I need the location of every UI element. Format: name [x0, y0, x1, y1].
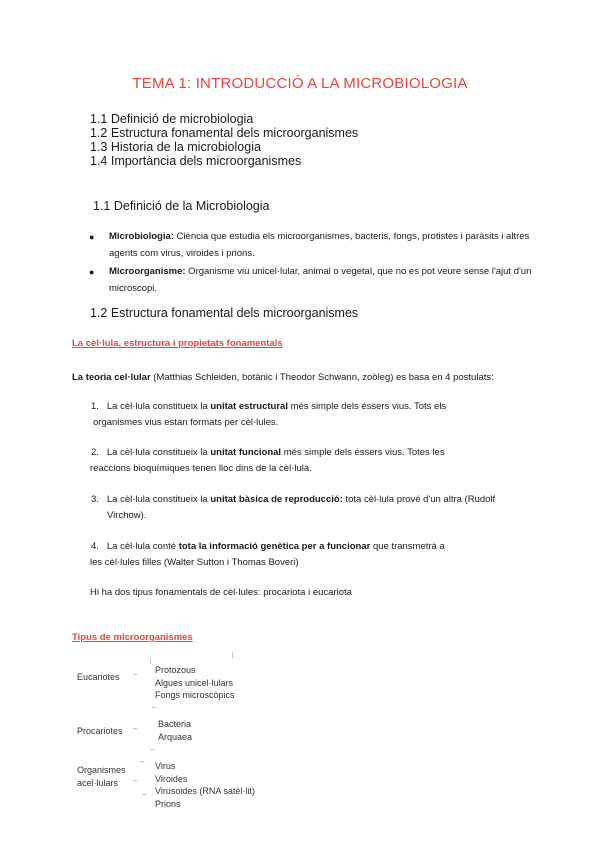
postulate-4: 4. La cèl·lula conté tota la informació genètica per a funcionar que transmetrà a les cèl·lules filles (Walter Sutton i Thomas Boveri) — [90, 541, 445, 568]
list-item: Algues unicel·lulars — [155, 677, 234, 688]
group-items-acellular — [155, 760, 255, 810]
list-item: Protozous — [155, 665, 196, 675]
group-label-acellular: Organismes acel·lulars — [77, 765, 126, 788]
arrow-icon: – — [140, 757, 145, 766]
group-label-prokaryotes: Procariotes — [77, 726, 123, 736]
divider — [232, 652, 233, 658]
section-heading-definition: 1.1 Definició de la Microbiologia — [93, 199, 270, 213]
postulate-3: 3. La cèl·lula constitueix la unitat bàsica de reproducció: tota cèl·lula prové d'un altra (Rudolf Virchow). — [91, 494, 496, 521]
postulate-2: 2. La cèl·lula constitueix la unitat funcional més simple dels éssers vius. Totes les reaccions bioquímiques tenen lloc dins de la cèl·lula. — [90, 447, 445, 474]
page-title: TEMA 1: INTRODUCCIÓ A LA MICROBIOLOGIA — [132, 75, 468, 92]
group-items-eukaryotes — [155, 664, 235, 702]
bullet-icon: ● — [89, 232, 95, 242]
list-item: Bacteria — [158, 719, 192, 729]
subheading-cell: La cèl·lula, estructura i propietats fonamentals — [72, 338, 283, 349]
arrow-icon: – — [152, 703, 157, 712]
list-item: Virus — [155, 761, 176, 771]
intro-bold: La teoria cel·lular — [72, 372, 151, 383]
group-label-eukaryotes: Eucariotes — [77, 672, 120, 682]
arrow-icon: – — [133, 724, 138, 733]
toc-item: 1.1 Definició de microbiologia — [90, 112, 254, 126]
list-item: Virusoides (RNA satèl·lit) — [155, 786, 255, 796]
term: Microbiologia: — [109, 231, 174, 242]
intro-rest: (Matthias Schleiden, botànic i Theodor Schwann, zoòleg) es basa en 4 postulats: — [150, 372, 494, 383]
term: Microorganisme: — [109, 266, 186, 277]
definition: Organisme viu unicel·lular, animal o vegetal, que no es pot veure sense l'ajut d'un microscopi. — [109, 266, 532, 294]
arrow-icon: – — [142, 790, 147, 799]
toc-item: 1.4 Importància dels microorganismes — [90, 154, 302, 168]
list-item: Arquaea — [158, 731, 193, 742]
list-item — [80, 264, 540, 297]
definition: Ciència que estudia els microorganismes, bacteris, fongs, protistes i paràsits i altres agents com virus, viroides i prions. — [109, 231, 530, 259]
toc-item: 1.3 Historia de la microbiologia — [90, 140, 261, 154]
arrow-icon: – — [133, 670, 138, 679]
section-heading-structure: 1.2 Estructura fonamental dels microorganismes — [90, 306, 359, 320]
list-item: Fongs microscòpics — [155, 690, 235, 700]
list-item: Prions — [155, 798, 181, 809]
postulate-1: 1. La cèl·lula constitueix la unitat estructural més simple dels éssers vius. Tots els organismes vius estan formats per cèl·lules. — [91, 401, 447, 428]
toc-item: 1.2 Estructura fonamental dels microorganismes — [90, 126, 359, 140]
list-item: Viroides — [155, 773, 188, 784]
bullet-icon: ● — [89, 267, 95, 277]
group-items-prokaryotes — [158, 718, 192, 743]
divider — [150, 658, 151, 664]
subheading-types: Tipus de microorganismes — [72, 632, 193, 643]
cell-theory-intro — [72, 370, 494, 386]
cell-types-note: Hi ha dos tipus fonamentals de cèl·lules: procariota i eucariota — [90, 587, 352, 598]
arrow-icon: – — [133, 776, 138, 785]
list-item — [80, 229, 540, 262]
table-of-contents — [90, 112, 358, 168]
definition-list — [80, 229, 540, 299]
arrow-icon: – — [150, 745, 155, 754]
